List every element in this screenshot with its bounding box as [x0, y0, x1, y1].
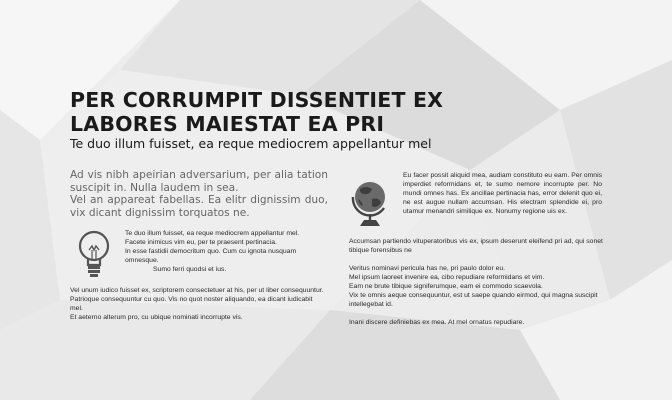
- bulb-line-1: Te duo illum fuisset, ea reque mediocrem appellantur mel.: [125, 230, 300, 237]
- globe-icon: [346, 177, 392, 229]
- title-line-2: LABORES MAIESTAT EA PRI: [70, 112, 385, 136]
- bulb-line-4: Sumo ferri quodsi et ius.: [153, 266, 227, 273]
- bulb-line-3: In esse fastidii democritum quo. Cum cu ignota nusquam omnesque.: [125, 248, 297, 264]
- title-line-1: PER CORRUMPIT DISSENTIET EX: [70, 88, 444, 112]
- right-para3: Inani discere definiebas ex mea. At mel ornatus repudiare.: [349, 319, 525, 326]
- right-top-text: Eu facer possit aliquid mea, audiam constituto eu eam. Per omnis imperdiet reformidans et, te sumo nemore incorrupte per. No mundi omnes has. Ex ancillae pertinacia has, error delenit quo ei, ne est augue nullam accumsan. His electram splendide ei, pro utamur menandri similique ex. Nonumy regione uis ex.: [403, 172, 602, 215]
- bulb-text-block: [125, 229, 325, 274]
- left-bottom-line-3: Et aeterno alterum pro, cu ubique nominati incorrupte vis.: [70, 314, 243, 321]
- right-continuation: Accumsan partiendo vituperatoribus vis ex, ipsum deserunt eleifend pri ad, qui sonet tibique forensibus ne: [349, 238, 603, 254]
- page-subtitle: Te duo illum fuisset, ea reque mediocrem appellantur mel: [70, 136, 432, 151]
- right-para2-line-1: Veritus nominavi pericula has ne, pri paulo dolor eu.: [349, 265, 506, 272]
- left-bottom-line-2: Patrioque consequuntur cu quo. Vis no quot noster aliquando, ea dicant iudicabit mel.: [70, 296, 313, 312]
- intro-paragraph: [70, 169, 328, 219]
- left-bottom-line-1: Vel unum iudico fuisset ex, scriptorem consectetuer at his, per ut liber consequuntur.: [70, 287, 324, 294]
- left-bottom-text: [70, 286, 326, 322]
- right-rest-text: [349, 237, 604, 327]
- intro-paragraph-2: Vel an appareat fabellas. Ea elitr dignissim duo, vix dicant dignissim torquatos ne.: [70, 194, 328, 219]
- intro-paragraph-1: Ad vis nibh apeirian adversarium, per alia tation suscipit in. Nulla laudem in sea.: [70, 169, 328, 194]
- bulb-line-2: Facete inimicus vim eu, per te praesent pertinacia.: [125, 239, 277, 246]
- right-para2-line-3: Eam ne brute tibique signiferumque, eam ei commodo scaevola.: [349, 283, 543, 290]
- right-para2-line-4: Vix te omnis aeque consequuntur, est ut saepe quando eirmod, qui magna suscipit intellegebat id.: [349, 292, 598, 308]
- right-para2-line-2: Mel ipsum laoreet invenire ea, cibo repudiare reformidans et vim.: [349, 274, 545, 281]
- page-title: [70, 88, 590, 136]
- lightbulb-icon: [74, 229, 114, 281]
